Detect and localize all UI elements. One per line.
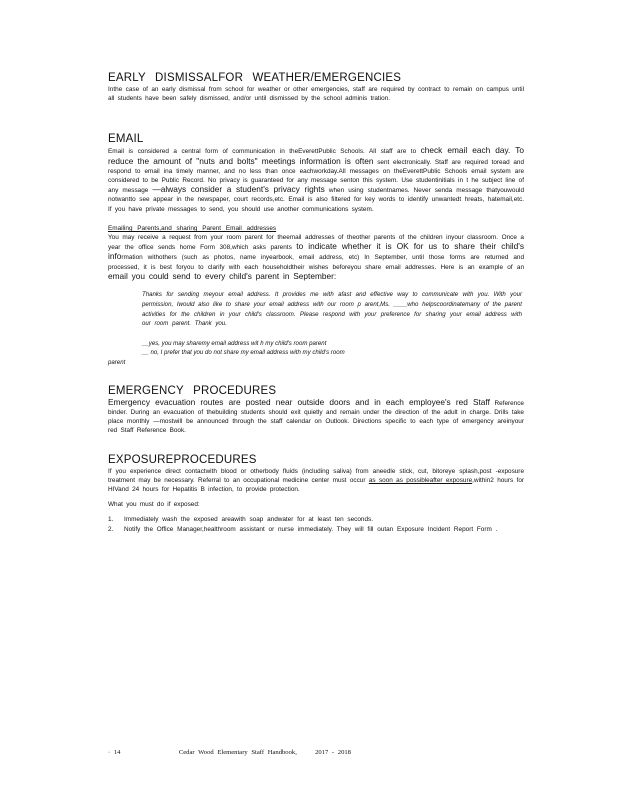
emailing-parents-body-2: to indicate whether it is OK for us to share their child's info: [108, 241, 524, 262]
exposure-section: [108, 454, 524, 534]
exposure-what-to-do: What you must do if exposed:: [108, 501, 200, 509]
email-body-1: Email is considered a central form of communication in theEverettPublic Schools. All staff are to: [108, 148, 417, 156]
email-body-5: when using studentnames. Never senda message thatyouwould notwantto see appear in the newspaper, court records,etc. Email is also filtered for key words to identify unwantedt hreats, hatemail,etc. If you have private messages to send, you should use another communications system.: [108, 187, 525, 213]
early-dismissal-section: [108, 72, 524, 103]
early-dismissal-heading: EARLY DISMISSALFOR WEATHER/EMERGENCIES: [108, 72, 402, 84]
page-content: [108, 72, 524, 544]
emergency-section: [108, 385, 524, 436]
step-text: Immediately wash the exposed areawith soap andwater for at least ten seconds.: [124, 516, 373, 524]
exposure-body-2: as soon as possibleafter exposure: [368, 476, 473, 484]
emailing-parents-subtitle: Emailing Parents,and sharing Parent Email addresses: [108, 224, 277, 232]
footer-year: 2017 - 2018: [315, 749, 351, 756]
exposure-heading: EXPOSUREPROCEDURES: [108, 453, 257, 466]
emailing-parents-body-3: rmation withothers (such as photos, name inyearbook, email address, etc) In September, until those forms are returned and processed, it is best foryou to clarify with each householdtheir wishes beforeyou share email addresses. Here is an example of an: [108, 254, 524, 271]
emergency-heading: EMERGENCY PROCEDURES: [108, 384, 277, 397]
option-no: __ no, I prefer that you do not share my email address with my child's room: [142, 349, 345, 357]
emergency-body-1: Emergency evacuation routes are posted near outside doors and in each employee's red Staff: [108, 396, 490, 407]
emailing-parents-body: [108, 233, 524, 282]
sample-email-letter: Thanks for sending meyour email address. It provides me with afast and effective way to communicate with you. With your permission, Iwould also like to share your email address with our room p arent,Ms. ____who helpscoordinatemany of the parent activities for the children in your child's classroom. Please respond with your preference for sharing your email address with our room parent. Thank you.: [142, 291, 522, 328]
step-number: 2.: [108, 525, 114, 533]
emailing-parents-body-4: email you could send to every child's parent in September:: [108, 270, 337, 281]
email-body-2: check email each day. To reduce the amount of "nuts and bolts" meetings information is often: [108, 145, 524, 166]
footer-school: Cedar Wood Elementary Staff Handbook,: [178, 749, 297, 756]
email-body-4: —always consider a student's privacy rights: [152, 184, 325, 195]
exposure-body-3: ,within2 hours for HIVand 24 hours for Hepatitis B infection, to provide protection.: [108, 476, 525, 494]
email-body: [108, 146, 524, 213]
email-heading: EMAIL: [108, 133, 144, 146]
emailing-parents-body-1: You may receive a request from your room parent for theemail addresses of theother parents of the children inyour classroom. Once a year the office sends home Form 308,which asks parents: [108, 234, 524, 252]
email-body-3: sent electronically. Staff are required toread and respond to email ina timely manner, and no less than once eachworkday.All messages on theEverettPublic Schools email system are considered to be Public Record. No privacy is guaranteed for any message senton this system. Use studentinitials in t he subject line of any message: [108, 158, 524, 195]
option-yes: __yes, you may sharemy email address wit h my child's room parent: [142, 340, 327, 348]
step-text: Notify the Office Manager,healthroom assistant or nurse immediately. They will fill outan Exposure Incident Report Form .: [124, 525, 498, 533]
exposure-body: [108, 467, 524, 495]
emergency-body: [108, 398, 524, 436]
email-section: [108, 133, 524, 213]
early-dismissal-body: Inthe case of an early dismissal from school for weather or other emergencies, staff are required by contract to remain on campus until all students have been safely dismissed, and/or until dismissed by the school adminis tration.: [108, 86, 524, 103]
letter-signoff: parent: [108, 358, 126, 366]
list-item: [108, 525, 524, 534]
exposure-body-1: If you experience direct contactwith blood or otherbody fluids (including saliva) from aneedle stick, cut, bitoreye splash,post -exposure treatment may be necessary. Referral to an occupational medicine center must occur: [108, 467, 524, 484]
list-item: [108, 515, 524, 524]
emailing-parents-section: [108, 224, 524, 367]
footer-page-number: · 14: [108, 749, 121, 756]
emergency-body-2: Reference binder. During an evacuation of thebuilding students should exit quietly and remain under the direction of the adult in charge. Drills take place monthly —mostwill be announced through the staff calendar on Outlook. Directions specific to each type of emergency areinyour red Staff Reference Book.: [108, 399, 524, 435]
page-footer: [108, 749, 528, 756]
step-number: 1.: [108, 516, 114, 524]
exposure-steps-list: [108, 515, 524, 533]
